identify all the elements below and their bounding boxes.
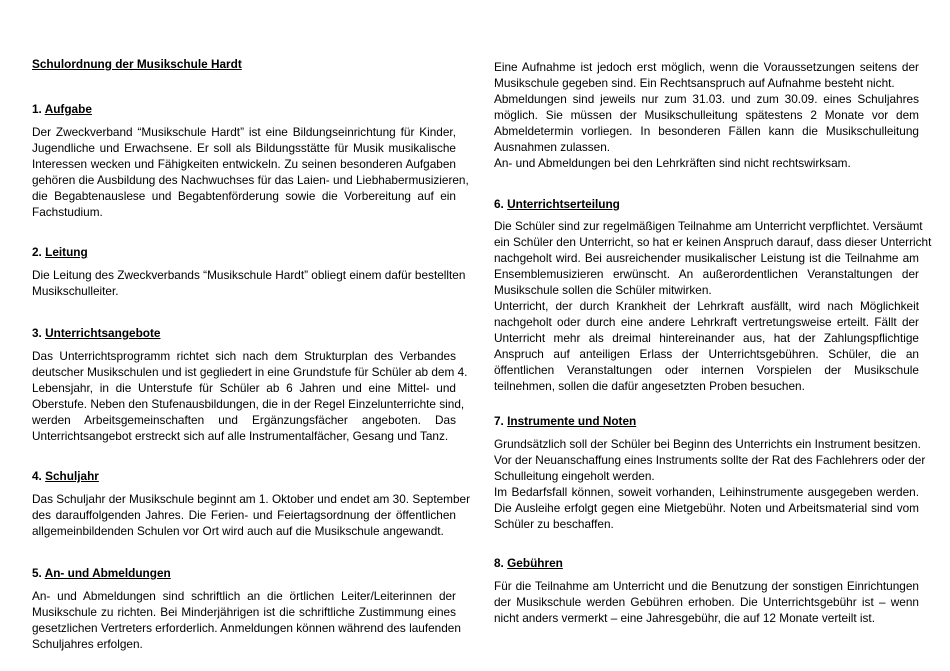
paragraph-line: deutscher Musikschulen und ist gegliedert in eine Grundstufe für Schüler ab dem 4. (32, 365, 468, 379)
paragraph-line: nachgeholt wird. Bei ausreichender musikalischer Leistung ist die Teilnahme am (494, 251, 919, 265)
paragraph-line: Grundsätzlich soll der Schüler bei Beginn des Unterrichts ein Instrument besitzen. (494, 437, 921, 451)
paragraph-line: teilnehmen, sollen die dafür angesetzten Proben besuchen. (494, 379, 805, 393)
paragraph-line: Oberstufe. Neben den Stufenausbildungen, die in der Regel Einzelunterrichte sind, (32, 397, 465, 411)
paragraph-line: Das Unterrichtsprogramm richtet sich nach dem Strukturplan des Verbandes (32, 349, 456, 363)
paragraph-line: gesetzlichen Vertreters erforderlich. Anmeldungen können während des laufenden (32, 621, 461, 635)
paragraph-line: nicht anders vermerkt – eine Jahresgebühr, die auf 12 Monate verteilt ist. (494, 611, 875, 625)
paragraph-line: Anspruch auf anteiligen Erlass der Unterrichtsgebühren. Schüler, die an (494, 347, 919, 361)
section-number: 4. (32, 469, 42, 483)
section-number: 6. (494, 197, 504, 211)
paragraph-line: An- und Abmeldungen bei den Lehrkräften sind nicht rechtswirksam. (494, 156, 851, 170)
paragraph-line: Fachstudium. (32, 205, 103, 219)
section-number: 5. (32, 566, 42, 580)
paragraph-line: Eine Aufnahme ist jedoch erst möglich, wenn die Voraussetzungen seitens der (494, 60, 919, 74)
paragraph-line: Interessen wecken und Fähigkeiten entwickeln. Zu seinen besonderen Aufgaben (32, 157, 456, 171)
paragraph-line: Schüler zu beschaffen. (494, 517, 614, 531)
paragraph-line: Vor der Neuanschaffung eines Instruments sollte der Rat des Fachlehrers oder der (494, 453, 926, 467)
section-number: 3. (32, 326, 42, 340)
section-title: Instrumente und Noten (507, 414, 637, 428)
section-number: 8. (494, 556, 504, 570)
paragraph-line: Abmeldungen sind jeweils nur zum 31.03. und zum 30.09. eines Schuljahres (494, 92, 919, 106)
paragraph-line: Ensemblemusizieren erwünscht. An außerordentlichen Veranstaltungen der (494, 267, 919, 281)
paragraph-line: Der Zweckverband “Musikschule Hardt” ist eine Bildungseinrichtung für Kinder, (32, 125, 456, 139)
paragraph-line: gehören die Ausbildung des Nachwuchses für das Laien- und Liebhabermusizieren, (32, 173, 469, 187)
paragraph-line: Abmeldetermin vorliegen. In besonderen Fällen kann die Musikschulleitung (494, 124, 919, 138)
section-number: 7. (494, 414, 504, 428)
paragraph-line: nachgeholt oder durch eine andere Lehrkraft vertretungsweise erteilt. Fällt der (494, 315, 919, 329)
paragraph-line: des darauffolgenden Jahres. Die Ferien- und Feiertagsordnung der öffentlichen (32, 508, 456, 522)
paragraph-line: möglich. Sie müssen der Musikschulleitung spätestens 2 Monate vor dem (494, 108, 919, 122)
paragraph-line: Musikschule gegeben sind. Ein Rechtsanspruch auf Aufnahme besteht nicht. (494, 76, 895, 90)
paragraph-line: die Begabtenauslese und Begabtenförderung sowie die Vorbereitung auf ein (32, 189, 456, 203)
paragraph-line: Für die Teilnahme am Unterricht und die Benutzung der sonstigen Einrichtungen (494, 579, 919, 593)
section-number: 2. (32, 245, 42, 259)
paragraph-line: Ausnahmen zulassen. (494, 140, 611, 154)
section-heading (32, 244, 456, 260)
paragraph-line: Im Bedarfsfall können, soweit vorhanden, Leihinstrumente ausgegeben werden. (494, 485, 919, 499)
section-heading (494, 413, 919, 429)
paragraph-line: Die Ausleihe erfolgt gegen eine Mietgebühr. Noten und Arbeitsmaterial sind vom (494, 501, 919, 515)
paragraph-line: Unterrichtsangebot erstreckt sich auf alle Instrumentalfächer, Gesang und Tanz. (32, 429, 449, 443)
section-heading (32, 325, 456, 341)
paragraph-line: Schulleitung eingeholt werden. (494, 469, 655, 483)
paragraph-line: allgemeinbildenden Schulen vor Ort wird auch auf die Musikschule angewandt. (32, 524, 444, 538)
paragraph-line: An- und Abmeldungen sind schriftlich an die örtlichen Leiter/Leiterinnen der (32, 589, 456, 603)
paragraph-line: Musikschule zu richten. Bei Minderjährigen ist die schriftliche Zustimmung eines (32, 605, 456, 619)
section-title: Unterrichtsangebote (45, 326, 161, 340)
paragraph-line: Musikschulleiter. (32, 284, 119, 298)
paragraph-line: Lebensjahr, in die Unterstufe für Schüler ab 6 Jahren und eine Mittel- und (32, 381, 456, 395)
section-title: Leitung (45, 245, 88, 259)
section-title: An- und Abmeldungen (44, 566, 171, 580)
paragraph-line: Die Schüler sind zur regelmäßigen Teilnahme am Unterricht verpflichtet. Versäumt (494, 219, 923, 233)
section-heading (494, 555, 919, 571)
document-title: Schulordnung der Musikschule Hardt (32, 57, 242, 71)
section-title: Gebühren (507, 556, 563, 570)
section-title: Unterrichtserteilung (507, 197, 620, 211)
paragraph-line: Schuljahres erfolgen. (32, 637, 143, 651)
paragraph-line: Unterricht mehr als dreimal hintereinander aus, hat der Zahlungspflichtige (494, 331, 919, 345)
section-heading (32, 565, 456, 581)
paragraph-line: Die Leitung des Zweckverbands “Musikschule Hardt” obliegt einem dafür bestellten (32, 268, 466, 282)
paragraph-line: werden Arbeitsgemeinschaften und Ergänzungsfächer angeboten. Das (32, 413, 456, 427)
paragraph-line: Das Schuljahr der Musikschule beginnt am 1. Oktober und endet am 30. September (32, 492, 471, 506)
paragraph-line: öffentlichen Veranstaltungen oder internen Vorspielen der Musikschule (494, 363, 919, 377)
section-title: Aufgabe (44, 102, 92, 116)
section-title: Schuljahr (45, 469, 99, 483)
paragraph-line: der Musikschule werden Gebühren erhoben. Die Unterrichtsgebühr ist – wenn (494, 595, 919, 609)
section-heading (32, 101, 456, 117)
paragraph-line: ein Schüler den Unterricht, so hat er keinen Anspruch darauf, dass dieser Unterricht (494, 235, 932, 249)
paragraph-line: Unterricht, der durch Krankheit der Lehrkraft ausfällt, wird nach Möglichkeit (494, 299, 919, 313)
section-heading (32, 468, 456, 484)
paragraph-line: Jugendliche und Erwachsene. Er soll als Bildungsstätte für Musik musikalische (32, 141, 456, 155)
paragraph-line: Musikschule sollen die Schüler mitwirken. (494, 283, 712, 297)
section-number: 1. (32, 102, 42, 116)
section-heading (494, 196, 919, 212)
